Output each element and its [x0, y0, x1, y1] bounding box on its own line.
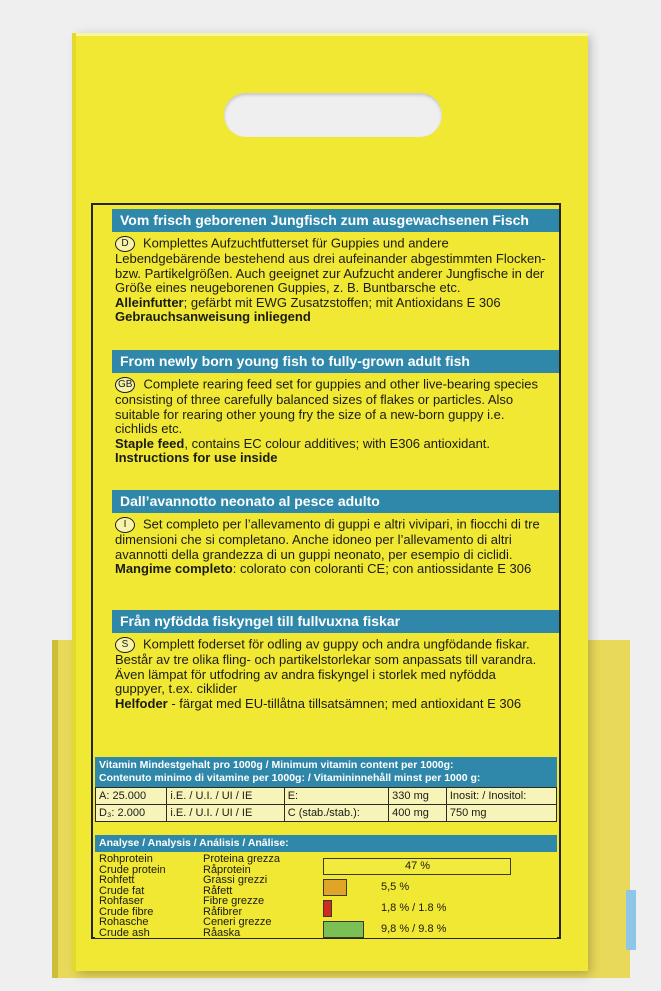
vitamin-c-value: 400 mg — [389, 805, 447, 822]
analysis-value: 9,8 % / 9.8 % — [381, 923, 447, 935]
vitamin-c: C (stab./stab.): — [284, 805, 388, 822]
analysis-name: Rohfett — [99, 874, 135, 886]
section-text: Set completo per l’allevamento di guppi e altri vivipari, in fiocchi di tre dimensioni che si completano. Anche idoneo per l’allevamento di altri avannotti della grandezza di un guppi neonato, per esempio di ciclidi. — [115, 516, 540, 562]
analysis-heading: Analyse / Analysis / Análisis / Anâlise: — [95, 835, 557, 852]
product-card — [76, 33, 588, 971]
analysis-name: Rohprotein — [99, 853, 153, 865]
analysis-bar — [323, 879, 347, 896]
lang-badge: S — [115, 637, 135, 653]
instructions: Instructions for use inside — [115, 450, 278, 466]
section-gb — [93, 350, 559, 466]
analysis-bar — [323, 921, 364, 938]
vitamin-table — [95, 757, 557, 822]
vitamin-a-unit: i.E. / U.I. / UI / IE — [167, 788, 284, 805]
label-frame — [91, 203, 561, 939]
hang-hole — [224, 93, 442, 137]
analysis-name: Råprotein — [203, 863, 251, 876]
staple-label: Helfoder — [115, 695, 168, 711]
staple-label: Mangime completo — [115, 561, 233, 577]
staple-text: ; gefärbt mit EWG Zusatzstoffen; mit Antioxidans E 306 — [183, 294, 501, 310]
section-heading: Från nyfödda fiskyngel till fullvuxna fiskar — [112, 610, 559, 633]
vitamin-e: E: — [284, 788, 388, 805]
vitamin-e-value: 330 mg — [389, 788, 447, 805]
analysis-name: Råfibrer — [203, 905, 243, 918]
analysis-name: Grassi grezzi — [203, 874, 268, 886]
analysis-name: Rohasche — [99, 916, 149, 928]
analysis-value: 5,5 % — [381, 881, 410, 893]
section-heading: From newly born young fish to fully-grown adult fish — [112, 350, 559, 373]
analysis-body — [95, 852, 557, 938]
staple-text: : colorato con coloranti CE; con antiossidante E 306 — [232, 561, 532, 577]
section-heading: Dall’avannotto neonato al pesce adulto — [112, 490, 559, 513]
analysis-names-de-en — [99, 854, 166, 938]
analysis-name: Ceneri grezze — [203, 916, 272, 928]
vitamin-d3: D₃: 2.000 — [96, 805, 167, 822]
vitamin-heading — [95, 757, 557, 787]
section-text: Complete rearing feed set for guppies and other live-bearing species consisting of three carefully balanced sizes of flakes or particles. Also suitable for rearing other young fry the size of a new-born guppy i.e. cichlids etc. — [115, 376, 539, 437]
packaging-edge — [626, 890, 636, 950]
staple-label: Alleinfutter — [115, 294, 184, 310]
staple-text: , contains EC colour additives; with E306 antioxidant. — [184, 435, 491, 451]
section-se — [93, 610, 559, 711]
vitamin-d3-unit: i.E. / U.I. / UI / IE — [167, 805, 284, 822]
analysis-name: Fibre grezze — [203, 895, 265, 907]
analysis-name: Råaska — [203, 926, 241, 939]
analysis-bar — [323, 900, 332, 917]
instructions: Gebrauchsanweisung inliegend — [115, 309, 311, 325]
card-top-edge — [76, 33, 588, 36]
section-it — [93, 490, 559, 577]
analysis-value: 47 % — [405, 860, 431, 872]
analysis-name: Råfett — [203, 884, 233, 897]
section-body — [93, 373, 559, 466]
analysis-name: Crude fat — [99, 884, 145, 897]
analysis-name: Crude ash — [99, 926, 150, 939]
analysis-name: Crude fibre — [99, 905, 154, 918]
section-heading: Vom frisch geborenen Jungfisch zum ausgewachsenen Fisch — [112, 209, 559, 232]
section-body — [93, 513, 559, 577]
analysis-name: Rohfaser — [99, 895, 144, 907]
analysis-table — [95, 835, 557, 938]
lang-badge: D — [115, 236, 135, 252]
staple-label: Staple feed — [115, 435, 185, 451]
staple-text: - färgat med EU-tillåtna tillsatsämnen; med antioxidant E 306 — [167, 695, 522, 711]
analysis-name: Crude protein — [99, 863, 166, 876]
vitamin-a: A: 25.000 — [96, 788, 167, 805]
lang-badge: GB — [115, 377, 135, 393]
analysis-names-it-se — [203, 854, 280, 938]
analysis-name: Proteina grezza — [203, 853, 281, 865]
inositol-label: Inosit: / Inositol: — [446, 788, 556, 805]
vitamin-heading-line2: Contenuto minimo di vitamine per 1000g: / Vitamininnehåll minst per 1000 g: — [99, 772, 481, 784]
lang-badge: I — [115, 517, 135, 533]
table-row — [96, 805, 557, 822]
section-text: Komplettes Aufzuchtfutterset für Guppies und andere Lebendgebärende bestehend aus drei aufeinander abgestimmten Flocken- bzw. Partikelgrößen. Auch geeignet zur Aufzucht anderer Jungfische in der Größe eines neugeborenen Guppies, z. B. Buntbarsche etc. — [115, 235, 546, 296]
inositol-value: 750 mg — [446, 805, 556, 822]
section-text: Komplett foderset för odling av guppy och andra ungfödande fiskar. Består av tre olika fling- och partikelstorlekar som anpassats till varandra. Även lämpat för utfodring av andra fiskyngel i storlek med nyfödda guppyer, t.ex. ciklider — [115, 636, 537, 697]
section-body — [93, 232, 559, 325]
section-body — [93, 633, 559, 711]
vitamin-heading-line1: Vitamin Mindestgehalt pro 1000g / Minimum vitamin content per 1000g: — [99, 759, 454, 771]
analysis-value: 1,8 % / 1.8 % — [381, 902, 447, 914]
section-de — [93, 209, 559, 325]
table-row — [96, 788, 557, 805]
vitamin-values — [95, 787, 557, 822]
